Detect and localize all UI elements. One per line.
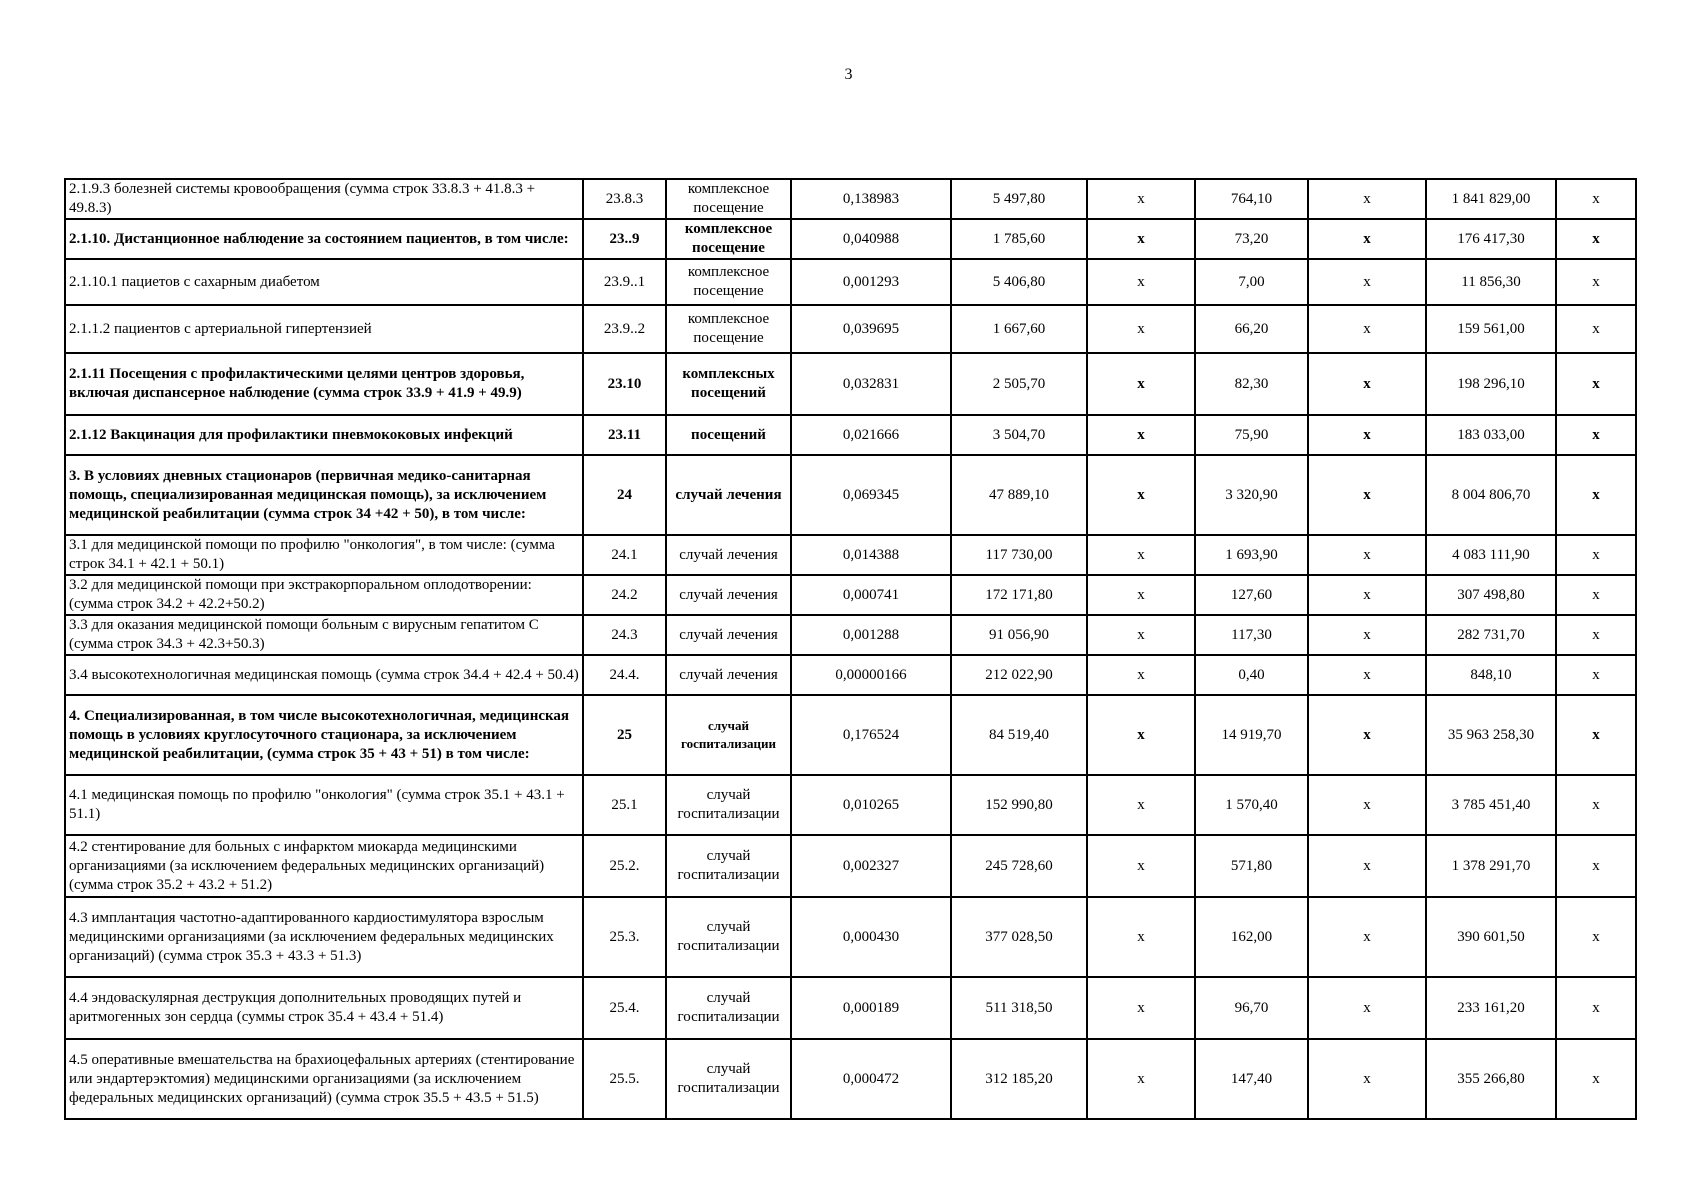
row-cost-norm: 312 185,20 [951, 1039, 1087, 1119]
row-total-cost: 355 266,80 [1426, 1039, 1556, 1119]
row-volume-norm: 0,001293 [791, 259, 951, 305]
row-total-cost: 183 033,00 [1426, 415, 1556, 455]
financing-table [64, 178, 1637, 1120]
row-volume-norm: 0,002327 [791, 835, 951, 897]
row-x-3: х [1556, 455, 1636, 535]
row-x-3: х [1556, 977, 1636, 1039]
row-per-capita: 571,80 [1195, 835, 1308, 897]
row-name: 2.1.1.2 пациентов с артериальной гипертензией [65, 305, 583, 353]
row-x-2: х [1308, 1039, 1426, 1119]
row-unit: случай лечения [666, 655, 791, 695]
row-cost-norm: 3 504,70 [951, 415, 1087, 455]
row-volume-norm: 0,010265 [791, 775, 951, 835]
row-x-1: х [1087, 977, 1195, 1039]
row-code: 25.4. [583, 977, 666, 1039]
row-name: 4. Специализированная, в том числе высокотехнологичная, медицинская помощь в условиях круглосуточного стационара, за исключением медицинской реабилитации, (сумма строк 35 + 43 + 51) в том числе: [65, 695, 583, 775]
row-total-cost: 848,10 [1426, 655, 1556, 695]
row-cost-norm: 1 667,60 [951, 305, 1087, 353]
row-unit: случай лечения [666, 535, 791, 575]
row-x-1: х [1087, 695, 1195, 775]
row-name: 2.1.11 Посещения с профилактическими целями центров здоровья, включая диспансерное наблюдение (сумма строк 33.9 + 41.9 + 49.9) [65, 353, 583, 415]
row-x-3: х [1556, 415, 1636, 455]
table-body [65, 179, 1636, 1119]
row-volume-norm: 0,040988 [791, 219, 951, 259]
row-total-cost: 4 083 111,90 [1426, 535, 1556, 575]
row-unit: случай госпитализации [666, 1039, 791, 1119]
row-per-capita: 82,30 [1195, 353, 1308, 415]
row-unit: случай госпитализации [666, 897, 791, 977]
row-code: 23.9..2 [583, 305, 666, 353]
table-row [65, 535, 1636, 575]
row-per-capita: 117,30 [1195, 615, 1308, 655]
row-x-1: х [1087, 1039, 1195, 1119]
table-row [65, 353, 1636, 415]
row-total-cost: 159 561,00 [1426, 305, 1556, 353]
table-row [65, 835, 1636, 897]
row-total-cost: 233 161,20 [1426, 977, 1556, 1039]
row-x-2: х [1308, 455, 1426, 535]
table-row [65, 415, 1636, 455]
row-per-capita: 96,70 [1195, 977, 1308, 1039]
row-code: 24.2 [583, 575, 666, 615]
table-row [65, 1039, 1636, 1119]
row-x-1: х [1087, 455, 1195, 535]
table-row [65, 977, 1636, 1039]
table-row [65, 655, 1636, 695]
row-volume-norm: 0,000472 [791, 1039, 951, 1119]
row-volume-norm: 0,000741 [791, 575, 951, 615]
row-per-capita: 1 570,40 [1195, 775, 1308, 835]
row-code: 25.5. [583, 1039, 666, 1119]
row-volume-norm: 0,001288 [791, 615, 951, 655]
row-code: 23.8.3 [583, 179, 666, 219]
table-row [65, 575, 1636, 615]
row-x-2: х [1308, 695, 1426, 775]
row-x-2: х [1308, 835, 1426, 897]
row-per-capita: 764,10 [1195, 179, 1308, 219]
row-volume-norm: 0,000189 [791, 977, 951, 1039]
table-row [65, 179, 1636, 219]
page-number: 3 [844, 66, 853, 83]
row-unit: случай лечения [666, 455, 791, 535]
table-row [65, 259, 1636, 305]
row-unit: комплексных посещений [666, 353, 791, 415]
row-total-cost: 307 498,80 [1426, 575, 1556, 615]
row-per-capita: 14 919,70 [1195, 695, 1308, 775]
row-unit: случай госпитализации [666, 695, 791, 775]
row-per-capita: 66,20 [1195, 305, 1308, 353]
row-code: 25 [583, 695, 666, 775]
row-x-2: х [1308, 219, 1426, 259]
row-x-1: х [1087, 655, 1195, 695]
row-x-1: х [1087, 179, 1195, 219]
row-cost-norm: 117 730,00 [951, 535, 1087, 575]
row-total-cost: 11 856,30 [1426, 259, 1556, 305]
row-unit: случай лечения [666, 615, 791, 655]
row-total-cost: 8 004 806,70 [1426, 455, 1556, 535]
table-row [65, 305, 1636, 353]
row-per-capita: 73,20 [1195, 219, 1308, 259]
row-x-1: х [1087, 219, 1195, 259]
row-unit: случай госпитализации [666, 977, 791, 1039]
row-volume-norm: 0,021666 [791, 415, 951, 455]
row-name: 4.3 имплантация частотно-адаптированного кардиостимулятора взрослым медицинскими организациями (за исключением федеральных медицинских организаций) (сумма строк 35.3 + 43.3 + 51.3) [65, 897, 583, 977]
row-cost-norm: 152 990,80 [951, 775, 1087, 835]
row-volume-norm: 0,138983 [791, 179, 951, 219]
row-x-2: х [1308, 655, 1426, 695]
row-cost-norm: 2 505,70 [951, 353, 1087, 415]
row-code: 24.4. [583, 655, 666, 695]
row-unit: посещений [666, 415, 791, 455]
row-code: 24.3 [583, 615, 666, 655]
row-total-cost: 1 841 829,00 [1426, 179, 1556, 219]
row-cost-norm: 84 519,40 [951, 695, 1087, 775]
row-code: 23.11 [583, 415, 666, 455]
row-cost-norm: 511 318,50 [951, 977, 1087, 1039]
row-cost-norm: 5 406,80 [951, 259, 1087, 305]
row-cost-norm: 212 022,90 [951, 655, 1087, 695]
row-x-3: х [1556, 179, 1636, 219]
table-row [65, 775, 1636, 835]
row-x-2: х [1308, 353, 1426, 415]
row-per-capita: 1 693,90 [1195, 535, 1308, 575]
row-name: 4.4 эндоваскулярная деструкция дополнительных проводящих путей и аритмогенных зон сердца (суммы строк 35.4 + 43.4 + 51.4) [65, 977, 583, 1039]
table-row [65, 695, 1636, 775]
row-x-3: х [1556, 695, 1636, 775]
row-code: 25.3. [583, 897, 666, 977]
row-volume-norm: 0,069345 [791, 455, 951, 535]
row-x-3: х [1556, 575, 1636, 615]
row-x-1: х [1087, 259, 1195, 305]
row-name: 4.1 медицинская помощь по профилю "онкология" (сумма строк 35.1 + 43.1 + 51.1) [65, 775, 583, 835]
row-code: 25.2. [583, 835, 666, 897]
row-x-2: х [1308, 575, 1426, 615]
row-x-3: х [1556, 353, 1636, 415]
row-x-3: х [1556, 535, 1636, 575]
row-total-cost: 176 417,30 [1426, 219, 1556, 259]
row-per-capita: 147,40 [1195, 1039, 1308, 1119]
row-volume-norm: 0,176524 [791, 695, 951, 775]
row-name: 3.4 высокотехнологичная медицинская помощь (сумма строк 34.4 + 42.4 + 50.4) [65, 655, 583, 695]
row-name: 4.2 стентирование для больных с инфарктом миокарда медицинскими организациями (за исключением федеральных медицинских организаций) (сумма строк 35.2 + 43.2 + 51.2) [65, 835, 583, 897]
row-name: 2.1.12 Вакцинация для профилактики пневмококовых инфекций [65, 415, 583, 455]
row-total-cost: 390 601,50 [1426, 897, 1556, 977]
row-name: 3.1 для медицинской помощи по профилю "онкология", в том числе: (сумма строк 34.1 + 42.1 + 50.1) [65, 535, 583, 575]
row-per-capita: 0,40 [1195, 655, 1308, 695]
row-per-capita: 75,90 [1195, 415, 1308, 455]
row-x-1: х [1087, 897, 1195, 977]
row-per-capita: 7,00 [1195, 259, 1308, 305]
row-x-1: х [1087, 775, 1195, 835]
row-unit: комплексное посещение [666, 219, 791, 259]
row-name: 2.1.10.1 пациетов с сахарным диабетом [65, 259, 583, 305]
row-total-cost: 1 378 291,70 [1426, 835, 1556, 897]
row-volume-norm: 0,000430 [791, 897, 951, 977]
row-x-3: х [1556, 219, 1636, 259]
row-unit: комплексное посещение [666, 179, 791, 219]
row-x-3: х [1556, 1039, 1636, 1119]
row-name: 2.1.10. Дистанционное наблюдение за состоянием пациентов, в том числе: [65, 219, 583, 259]
row-total-cost: 3 785 451,40 [1426, 775, 1556, 835]
row-cost-norm: 47 889,10 [951, 455, 1087, 535]
row-x-3: х [1556, 897, 1636, 977]
row-x-3: х [1556, 259, 1636, 305]
row-x-1: х [1087, 535, 1195, 575]
row-name: 3.2 для медицинской помощи при экстракорпоральном оплодотворении: (сумма строк 34.2 + 42.2+50.2) [65, 575, 583, 615]
table-row [65, 897, 1636, 977]
row-name: 4.5 оперативные вмешательства на брахиоцефальных артериях (стентирование или эндартерэктомия) медицинскими организациями (за исключением федеральных медицинских организаций) (сумма строк 35.5 + 43.5 + 51.5) [65, 1039, 583, 1119]
row-unit: случай лечения [666, 575, 791, 615]
row-x-3: х [1556, 835, 1636, 897]
table-row [65, 455, 1636, 535]
row-cost-norm: 91 056,90 [951, 615, 1087, 655]
row-name: 2.1.9.3 болезней системы кровообращения (сумма строк 33.8.3 + 41.8.3 + 49.8.3) [65, 179, 583, 219]
row-x-2: х [1308, 259, 1426, 305]
row-per-capita: 3 320,90 [1195, 455, 1308, 535]
row-code: 25.1 [583, 775, 666, 835]
row-x-1: х [1087, 575, 1195, 615]
row-x-2: х [1308, 179, 1426, 219]
row-unit: случай госпитализации [666, 775, 791, 835]
row-total-cost: 35 963 258,30 [1426, 695, 1556, 775]
row-unit: случай госпитализации [666, 835, 791, 897]
row-x-2: х [1308, 977, 1426, 1039]
row-x-1: х [1087, 353, 1195, 415]
row-code: 23.10 [583, 353, 666, 415]
row-x-1: х [1087, 615, 1195, 655]
row-cost-norm: 172 171,80 [951, 575, 1087, 615]
row-code: 23.9..1 [583, 259, 666, 305]
row-cost-norm: 5 497,80 [951, 179, 1087, 219]
row-cost-norm: 245 728,60 [951, 835, 1087, 897]
row-code: 24.1 [583, 535, 666, 575]
row-unit: комплексное посещение [666, 259, 791, 305]
row-x-2: х [1308, 305, 1426, 353]
row-x-2: х [1308, 535, 1426, 575]
row-x-2: х [1308, 415, 1426, 455]
row-code: 24 [583, 455, 666, 535]
row-volume-norm: 0,032831 [791, 353, 951, 415]
row-unit: комплексное посещение [666, 305, 791, 353]
row-code: 23..9 [583, 219, 666, 259]
row-x-3: х [1556, 305, 1636, 353]
row-cost-norm: 377 028,50 [951, 897, 1087, 977]
row-x-2: х [1308, 897, 1426, 977]
row-volume-norm: 0,00000166 [791, 655, 951, 695]
row-x-3: х [1556, 775, 1636, 835]
table-row [65, 219, 1636, 259]
row-x-2: х [1308, 615, 1426, 655]
row-x-3: х [1556, 655, 1636, 695]
row-x-3: х [1556, 615, 1636, 655]
table-row [65, 615, 1636, 655]
row-x-1: х [1087, 835, 1195, 897]
row-x-2: х [1308, 775, 1426, 835]
row-cost-norm: 1 785,60 [951, 219, 1087, 259]
row-volume-norm: 0,039695 [791, 305, 951, 353]
row-per-capita: 162,00 [1195, 897, 1308, 977]
row-total-cost: 282 731,70 [1426, 615, 1556, 655]
row-per-capita: 127,60 [1195, 575, 1308, 615]
row-volume-norm: 0,014388 [791, 535, 951, 575]
row-x-1: х [1087, 305, 1195, 353]
row-x-1: х [1087, 415, 1195, 455]
row-name: 3.3 для оказания медицинской помощи больным с вирусным гепатитом С (сумма строк 34.3 + 42.3+50.3) [65, 615, 583, 655]
row-name: 3. В условиях дневных стационаров (первичная медико-санитарная помощь, специализированная медицинская помощь), за исключением медицинской реабилитации (сумма строк 34 +42 + 50), в том числе: [65, 455, 583, 535]
row-total-cost: 198 296,10 [1426, 353, 1556, 415]
